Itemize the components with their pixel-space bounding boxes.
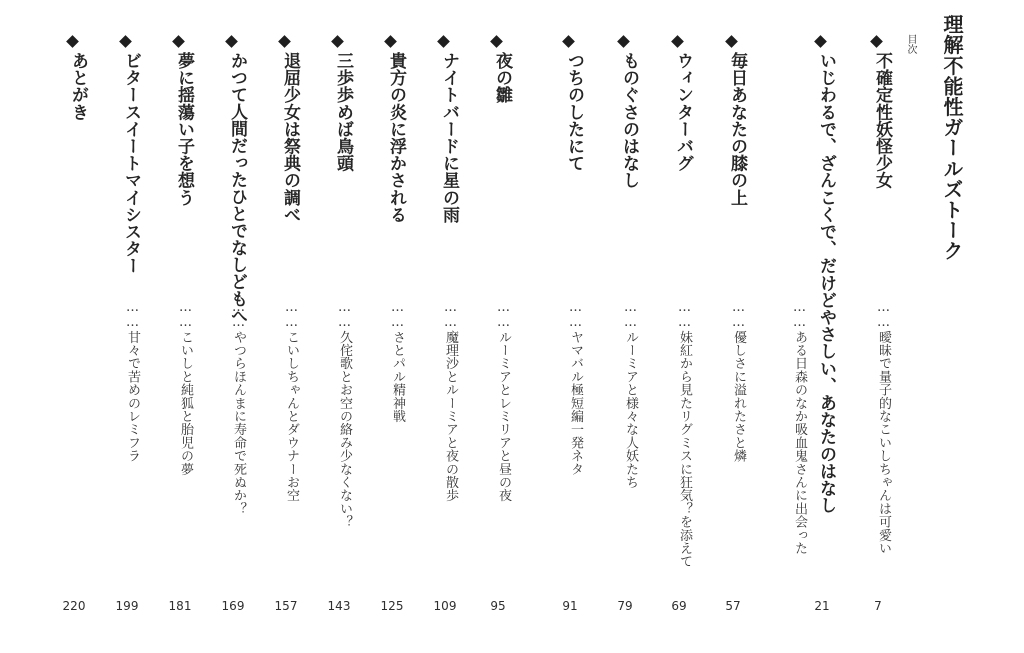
- diamond-bullet-icon: [172, 35, 185, 48]
- toc-entry: [486, 0, 510, 653]
- entry-title: あとがき: [68, 52, 88, 121]
- entry-subtitle: ……こいしと純狐と胎児の夢: [178, 300, 193, 476]
- entry-page-number: 220: [62, 599, 86, 613]
- diamond-bullet-icon: [490, 35, 503, 48]
- diamond-bullet-icon: [617, 35, 630, 48]
- diamond-bullet-icon: [814, 35, 827, 48]
- entry-subtitle: ……優しさに溢れたさと燐: [731, 300, 746, 463]
- entry-subtitle: ……久侘歌とお空の絡み少なくない？: [337, 300, 352, 529]
- entry-page-number: 143: [327, 599, 351, 613]
- entry-title: かつて人間だったひとでなしどもへ: [227, 52, 247, 324]
- entry-title: 貴方の炎に浮かされる: [386, 52, 406, 223]
- diamond-bullet-icon: [384, 35, 397, 48]
- entry-page-number: 157: [274, 599, 298, 613]
- entry-page-number: 181: [168, 599, 192, 613]
- entry-title: 退屈少女は祭典の調べ: [280, 52, 300, 223]
- entry-page-number: 125: [380, 599, 404, 613]
- diamond-bullet-icon: [562, 35, 575, 48]
- entry-title: 不確定性妖怪少女: [872, 52, 892, 189]
- diamond-bullet-icon: [437, 35, 450, 48]
- diamond-bullet-icon: [331, 35, 344, 48]
- entry-subtitle: ……魔理沙とルーミアと夜の散歩: [443, 300, 458, 502]
- diamond-bullet-icon: [225, 35, 238, 48]
- entry-subtitle: ……甘々で苦めのレミフラ: [125, 300, 140, 463]
- entry-title: ウィンターバグ: [673, 52, 693, 172]
- entry-subtitle: ……ある日森のなか吸血鬼さんに出会った: [792, 300, 807, 555]
- toc-entry: [558, 0, 582, 653]
- diamond-bullet-icon: [66, 35, 79, 48]
- entry-subtitle: ……曖昧で量子的なこいしちゃんは可愛い: [876, 300, 891, 555]
- toc-entry: [380, 0, 404, 653]
- entry-title: ものぐさのはなし: [619, 52, 639, 189]
- entry-subtitle: ……ヤマバル極短編一発ネタ: [568, 300, 583, 476]
- entry-title: 夢に揺蕩い子を想う: [174, 52, 194, 206]
- toc-entry: [721, 0, 745, 653]
- entry-title: 三歩歩めば鳥頭: [333, 52, 353, 172]
- entry-subtitle: ……妹紅から見たリグミスに狂気？を添えて: [677, 300, 692, 568]
- entry-subtitle: ……さとパル精神戦: [390, 300, 405, 423]
- entry-page-number: 21: [814, 599, 830, 613]
- entry-subtitle: ……こいしちゃんとダウナーお空: [284, 300, 299, 502]
- toc-entry: [613, 0, 637, 653]
- entry-title: ナイトバードに星の雨: [439, 52, 459, 223]
- entry-title: いじわるで、ざんこくで、だけどやさしい、あなたのはなし: [816, 52, 836, 514]
- diamond-bullet-icon: [119, 35, 132, 48]
- diamond-bullet-icon: [671, 35, 684, 48]
- entry-page-number: 199: [115, 599, 139, 613]
- toc-label: 目次: [905, 34, 916, 54]
- toc-entry: [62, 0, 86, 653]
- toc-entry: [433, 0, 457, 653]
- toc-entry: [168, 0, 192, 653]
- entry-subtitle: ……やつらほんまに寿命で死ぬか？: [231, 300, 246, 516]
- entry-subtitle: ……ルーミアとレミリアと昼の夜: [496, 300, 511, 502]
- entry-page-number: 57: [725, 599, 741, 613]
- toc-entry: [115, 0, 139, 653]
- entry-title: 夜の雛: [492, 52, 512, 104]
- diamond-bullet-icon: [725, 35, 738, 48]
- toc-entry: [327, 0, 351, 653]
- entry-page-number: 69: [671, 599, 687, 613]
- entry-page-number: 79: [617, 599, 633, 613]
- entry-page-number: 7: [874, 599, 882, 613]
- entry-page-number: 91: [562, 599, 578, 613]
- book-title: 理解不能性ガールズトーク: [940, 14, 964, 262]
- entry-title: 毎日あなたの膝の上: [727, 52, 747, 206]
- entry-page-number: 109: [433, 599, 457, 613]
- entry-title: ビタースイートマイシスター: [121, 52, 141, 275]
- toc-entry: [667, 0, 691, 653]
- entry-page-number: 169: [221, 599, 245, 613]
- entry-subtitle: ……ルーミアと様々な人妖たち: [623, 300, 638, 489]
- diamond-bullet-icon: [278, 35, 291, 48]
- toc-entry: [221, 0, 245, 653]
- toc-entry: [274, 0, 298, 653]
- toc-entry: [866, 0, 890, 653]
- toc-entry: [792, 0, 836, 653]
- entry-page-number: 95: [490, 599, 506, 613]
- entry-title: つちのしたにて: [564, 52, 584, 172]
- diamond-bullet-icon: [870, 35, 883, 48]
